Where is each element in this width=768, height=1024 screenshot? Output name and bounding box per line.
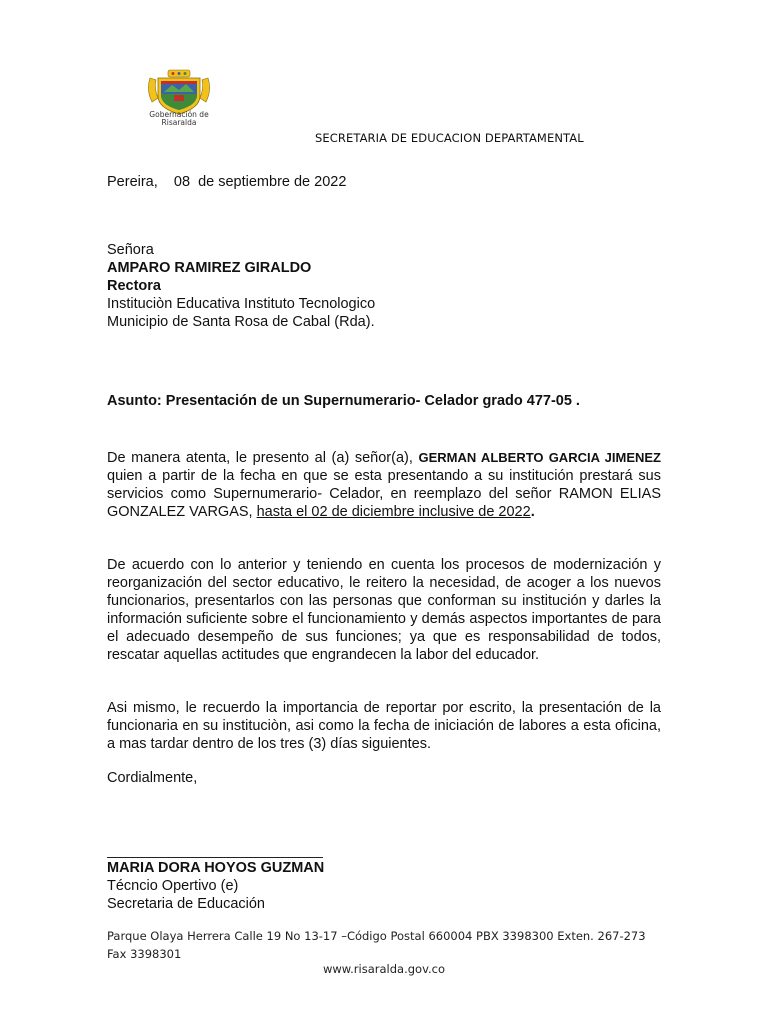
footer-website: www.risaralda.gov.co bbox=[322, 962, 445, 976]
p1-end: . bbox=[530, 504, 535, 520]
department-heading: SECRETARIA DE EDUCACION DEPARTAMENTAL bbox=[315, 131, 584, 145]
date-line: Pereira, 08 de septiembre de 2022 bbox=[107, 174, 347, 190]
p1-middle: quien a partir de la fecha en que se esta presentando a su institución prestará sus servicios como Supernumerario- Celador, en reemplazo del señor RAMON ELIAS GONZALEZ VARGAS, bbox=[107, 468, 661, 520]
body-paragraph-2: De acuerdo con lo anterior y teniendo en cuenta los procesos de modernización y reorganización del sector educativo, le reitero la necesidad, de acoger a los nuevos funcionarios, presentarlos con las personas que conforman su institución y darles la información suficiente sobre el funcionamiento y demás aspectos importantes de para el adecuado desempeño de sus funciones; ya que es responsabilidad de todos, rescatar aquellas actitudes que engrandecen la labor del educador. bbox=[107, 557, 661, 663]
risaralda-coat-of-arms-logo bbox=[146, 68, 212, 116]
p1-intro: De manera atenta, le presento al (a) señor(a), bbox=[107, 450, 419, 466]
p1-employee-name: GERMAN ALBERTO GARCIA JIMENEZ bbox=[418, 450, 661, 465]
recipient-name: AMPARO RAMIREZ GIRALDO bbox=[107, 260, 312, 276]
signatory-role: Técncio Opertivo (e) bbox=[107, 878, 239, 894]
body-paragraph-1 bbox=[107, 449, 661, 521]
subject-line: Asunto: Presentación de un Supernumerario- Celador grado 477-05 . bbox=[107, 393, 580, 409]
signatory-office: Secretaria de Educación bbox=[107, 896, 265, 912]
p1-until-date: hasta el 02 de diciembre inclusive de 2022 bbox=[256, 504, 531, 520]
recipient-institution: Instituciòn Educativa Instituto Tecnologico bbox=[107, 296, 376, 312]
footer-address: Parque Olaya Herrera Calle 19 No 13-17 –Código Postal 660004 PBX 3398300 Exten. 267-273 Fax 3398301 bbox=[107, 929, 646, 961]
closing: Cordialmente, bbox=[107, 770, 198, 786]
signature-block bbox=[107, 859, 324, 913]
recipient-salutation: Señora bbox=[107, 242, 154, 258]
signatory-name: MARIA DORA HOYOS GUZMAN bbox=[107, 860, 325, 876]
logo-caption bbox=[126, 111, 232, 127]
recipient-title: Rectora bbox=[107, 278, 161, 294]
logo-caption-line2: Risaralda bbox=[161, 118, 197, 127]
body-paragraph-3: Asi mismo, le recuerdo la importancia de reportar por escrito, la presentación de la funcionaria en su instituciòn, asi como la fecha de iniciación de labores a esta oficina, a mas tardar dentro de los tres (3) días siguientes. bbox=[107, 700, 661, 752]
recipient-block bbox=[107, 241, 375, 331]
recipient-municipality: Municipio de Santa Rosa de Cabal (Rda). bbox=[107, 314, 375, 330]
logo-caption-line1: Gobernación de bbox=[149, 110, 209, 119]
signature-line bbox=[107, 857, 323, 858]
